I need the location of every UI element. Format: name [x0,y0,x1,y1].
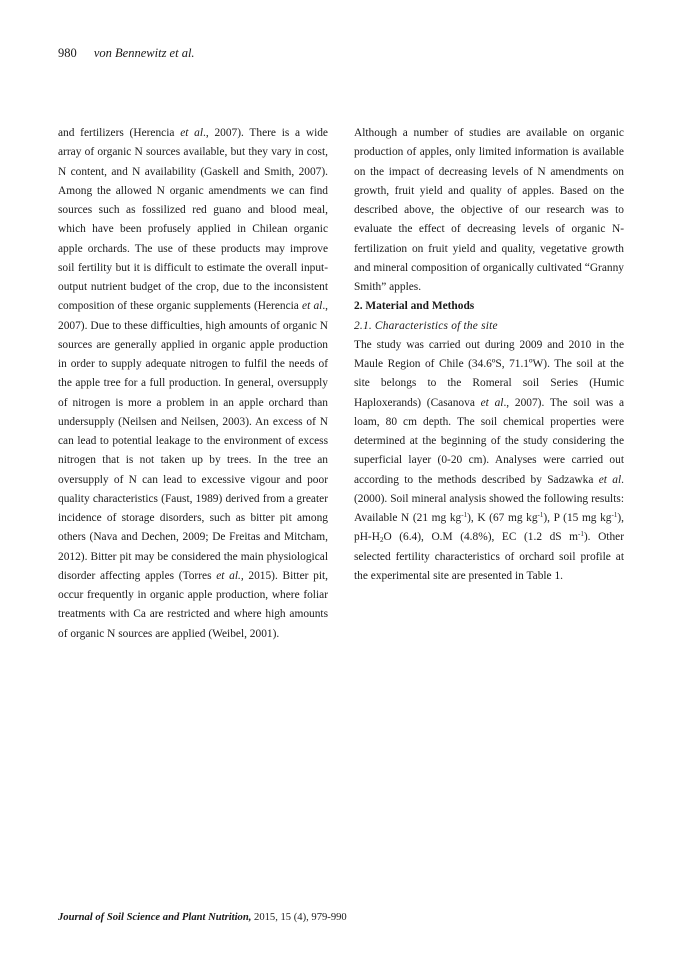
text-run: . (2000). Soil mineral analysis showed the following results: Available N (21 mg kg [354,473,624,524]
journal-name: Journal of Soil Science and Plant Nutrition, [58,912,252,923]
subscript: 2 [379,536,384,545]
text-run: The study was carried out during 2009 and 2010 in the Maule Region of Chile (34.6ºS, 71.1ºW). The soil at the site belongs to the Romeral soil Series (Humic Haploxerands) (Casanova [354,338,624,409]
superscript: -1 [611,511,618,519]
section-title: 2. Material and Methods [354,300,475,313]
superscript: -1 [461,511,468,519]
running-author: von Bennewitz et al. [93,46,195,60]
et-al: et al., [216,569,244,582]
text-run: O (6.4), O.M (4.8%), EC (1.2 dS m [383,531,579,544]
left-column [58,124,328,644]
subsection-title: 2.1. Characteristics of the site [354,319,498,332]
journal-citation: 2015, 15 (4), 979-990 [251,912,347,923]
et-al: et al [302,300,323,313]
text-run: ), pH-H [354,512,625,544]
text-run: ). Other selected fertility characteristics of orchard soil profile at the experimental site are presented in Table 1. [354,531,624,582]
paragraph-objective: Although a number of studies are available on organic production of apples, only limited information is available on the impact of decreasing levels of N amendments on growth, fruit yield and quality of apples. Based on the described above, the objective of our research was to evaluate the effect of decreasing levels of organic N-fertilization on fruit yield and quality, vegetative growth and mineral composition of organically cultivated “Granny Smith” apples. [354,127,624,293]
superscript: -1 [537,511,544,519]
text-run: ., 2007). There is a wide array of organic N sources available, but they vary in cost, N content, and N availability (Gaskell and Smith, 2007). Among the allowed N organic amendments we can find sources such as fossilized red guano and blood meal, which have been profusely applied in Chilean organic apple orchards. The use of these products may improve soil fertility but it is difficult to estimate the overall input-output nutrient budget of the crop, due to the inconsistent composition of these organic supplements (Herencia [58,127,328,313]
text-run: ., 2007). The soil was a loam, 80 cm depth. The soil chemical properties were determined at the beginning of the study considering the superficial layer (0-20 cm). Analyses were carried out according to the methods described by Sadzawka [354,396,625,486]
et-al: et al [480,396,504,409]
text-run: ., 2007). Due to these difficulties, high amounts of organic N sources are generally applied in organic apple production in order to supply adequate nitrogen to fulfil the needs of the apple tree for a full production. In general, oversupply of nitrogen is more a problem in an apple orchard than undersupply (Neilsen and Neilsen, 2003). An excess of N can lead to potential leakage to the environment of excess nitrogen that is not taken up by trees. In the tree an oversupply of N can lead to excessive vigour and poor quality characteristics (Faust, 1989) derived from a greater incidence of storage disorders, such as bitter pit among others (Nava and Dechen, 2009; De Freitas and Mitcham, 2012). Bitter pit may be considered the main physiological disorder affecting apples (Torres [58,300,329,582]
text-run: ), K (67 mg kg [467,512,538,524]
paragraph-site [354,336,624,586]
journal-footer [58,912,347,923]
text-run: 2015). Bitter pit, occur frequently in organic apple production, where foliar treatments with Ca are restricted and where high amounts of organic N sources are applied (Weibel, 2001). [58,569,329,640]
et-al: et al [598,473,622,486]
et-al: et al [180,127,204,139]
page-number: 980 [58,46,77,60]
text-run: and fertilizers (Herencia [58,127,181,139]
right-column [354,124,624,586]
running-header [58,46,195,61]
paragraph-intro-continued [58,124,328,644]
text-run: ), P (15 mg kg [543,512,612,524]
superscript: -1 [578,530,584,539]
